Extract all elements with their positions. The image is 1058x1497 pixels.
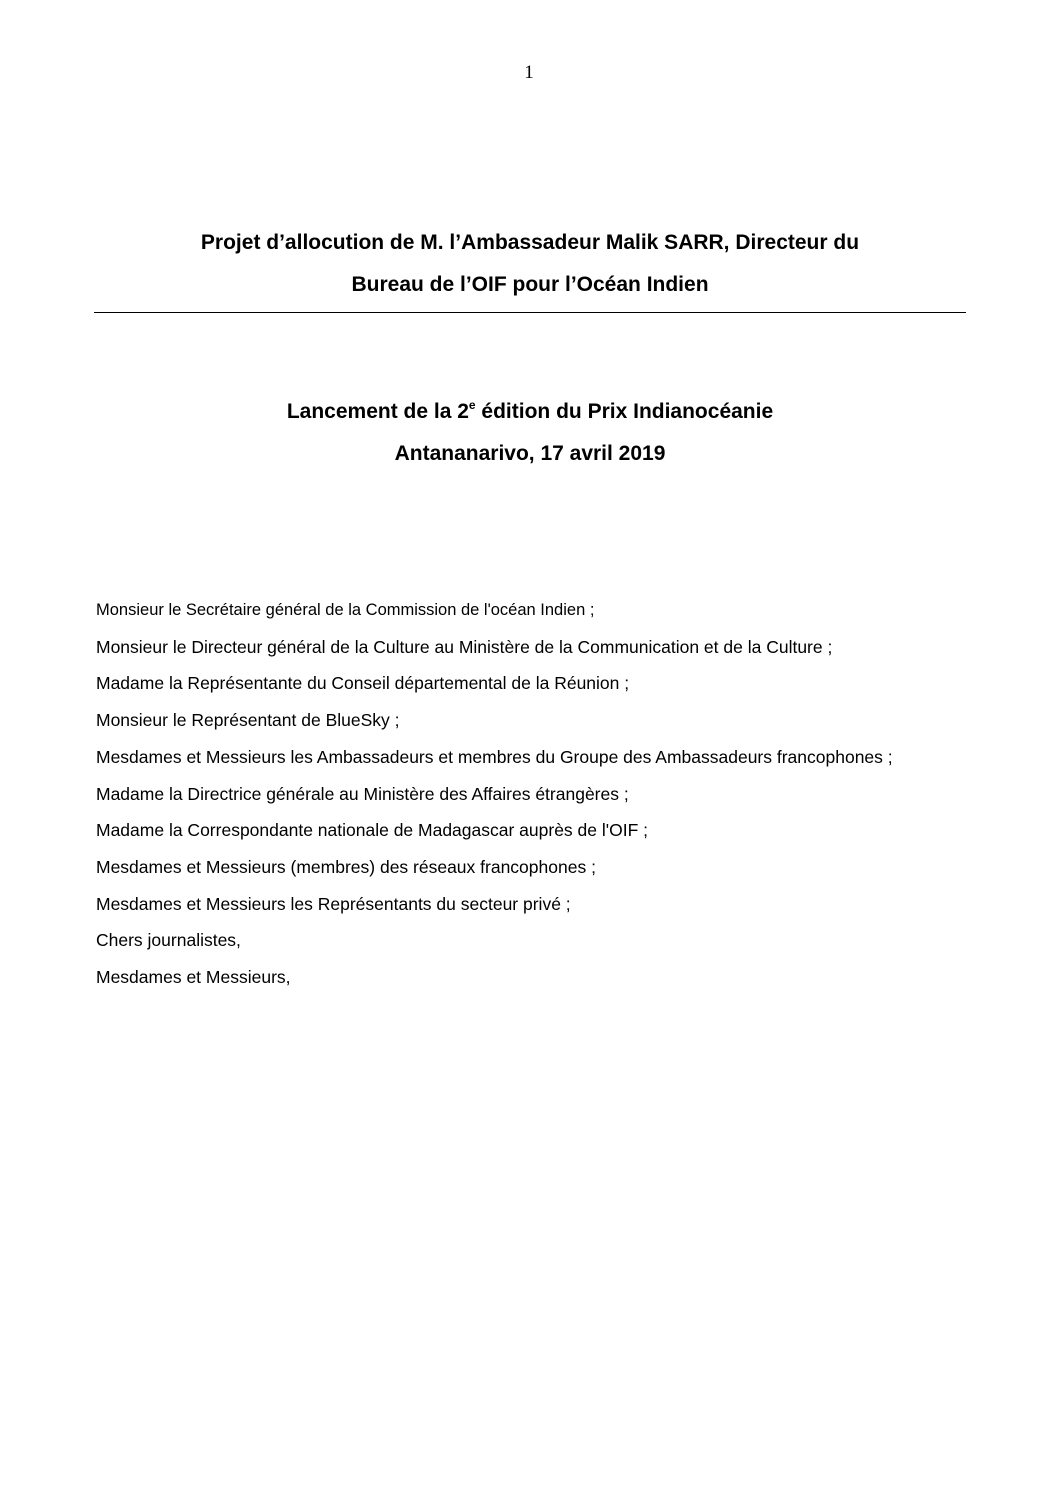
document-title bbox=[94, 222, 966, 306]
title-divider bbox=[94, 312, 966, 313]
salutation-list bbox=[96, 592, 962, 996]
salutation-item: Madame la Directrice générale au Ministère des Affaires étrangères ; bbox=[96, 783, 629, 804]
subtitle-line-1-start: Lancement de la 2 bbox=[286, 400, 469, 423]
title-line-1: Projet d’allocution de M. l’Ambassadeur Malik SARR, Directeur du bbox=[200, 231, 860, 254]
ordinal-superscript: e bbox=[468, 398, 476, 412]
salutation-item: Mesdames et Messieurs les Ambassadeurs et membres du Groupe des Ambassadeurs francophones ; bbox=[96, 746, 893, 767]
subtitle-line-2: Antananarivo, 17 avril 2019 bbox=[394, 442, 666, 465]
subtitle-line-1 bbox=[94, 391, 966, 433]
subtitle-line-1-end: édition du Prix Indianocéanie bbox=[475, 400, 774, 423]
salutation-item: Monsieur le Représentant de BlueSky ; bbox=[96, 710, 400, 731]
salutation-item: Mesdames et Messieurs, bbox=[96, 967, 291, 988]
salutation-item: Mesdames et Messieurs (membres) des réseaux francophones ; bbox=[96, 856, 596, 877]
document-subtitle bbox=[94, 391, 966, 475]
title-line-2: Bureau de l’OIF pour l’Océan Indien bbox=[351, 273, 709, 296]
salutation-item: Monsieur le Secrétaire général de la Commission de l'océan Indien ; bbox=[96, 601, 595, 619]
salutation-item: Madame la Représentante du Conseil départemental de la Réunion ; bbox=[96, 673, 630, 694]
page-number: 1 bbox=[524, 62, 534, 83]
salutation-item: Chers journalistes, bbox=[96, 930, 241, 951]
salutation-item: Mesdames et Messieurs les Représentants du secteur privé ; bbox=[96, 893, 571, 914]
salutation-item: Madame la Correspondante nationale de Madagascar auprès de l'OIF ; bbox=[96, 820, 648, 841]
salutation-item: Monsieur le Directeur général de la Culture au Ministère de la Communication et de la Culture ; bbox=[96, 636, 833, 657]
